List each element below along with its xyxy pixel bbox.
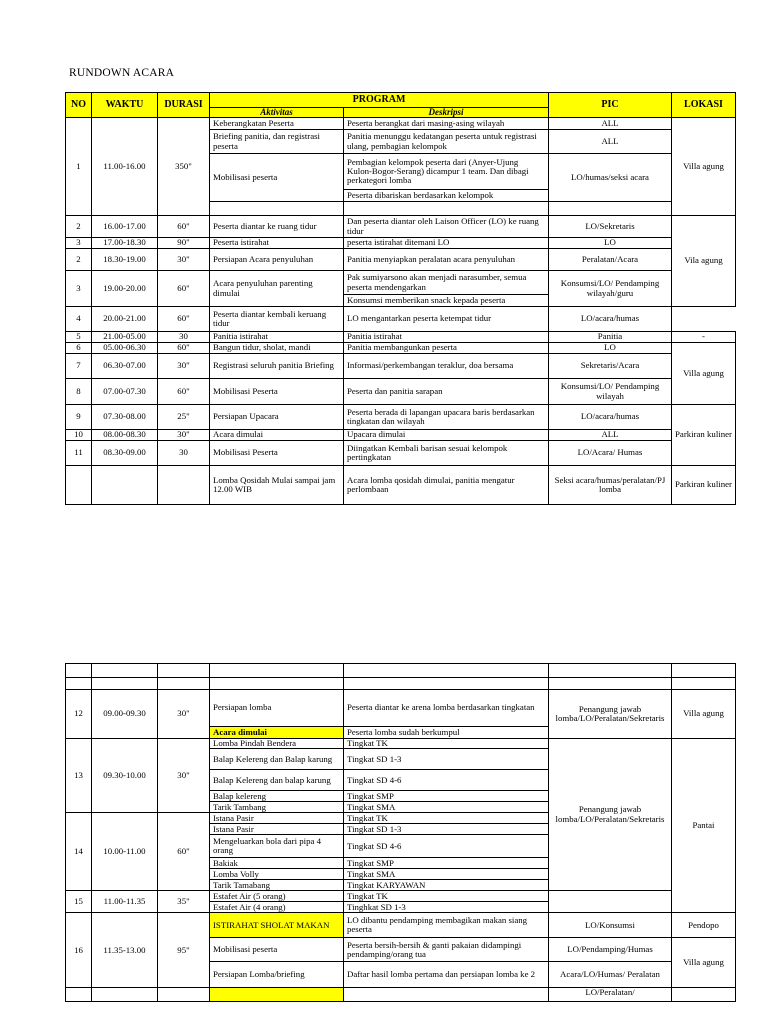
row-deskripsi: Tingkat TK	[344, 891, 549, 902]
header-deskripsi: Deskripsi	[344, 108, 549, 118]
row-waktu: 05.00-06.30	[92, 343, 158, 354]
row-deskripsi: Dan peserta diantar oleh Laison Officer (LO) ke ruang tidur	[344, 216, 549, 238]
row-waktu: 07.30-08.00	[92, 405, 158, 430]
table-row	[66, 118, 736, 130]
row-deskripsi: Peserta lomba sudah berkumpul	[344, 727, 549, 739]
header-no: NO	[66, 93, 92, 118]
row-pic: ALL	[549, 430, 672, 441]
empty-cell	[210, 678, 344, 690]
row-durasi: 60"	[158, 813, 210, 891]
table-row	[66, 913, 736, 938]
row-pic: Panitia	[549, 332, 672, 343]
row-aktivitas-highlight: Acara dimulai	[210, 727, 344, 739]
row-lokasi: Pantai	[672, 739, 736, 913]
row-durasi: 350"	[158, 118, 210, 216]
row-pic: LO/Acara/ Humas	[549, 441, 672, 466]
row-durasi: 95"	[158, 913, 210, 988]
table-row	[66, 332, 736, 343]
row-pic: LO/Sekretaris	[549, 216, 672, 238]
row-aktivitas: Mobilisasi Peserta	[210, 441, 344, 466]
row-aktivitas: Persiapan Lomba/briefing	[210, 962, 344, 988]
row-aktivitas: Istana Pasir	[210, 813, 344, 824]
header-program: PROGRAM	[210, 93, 549, 108]
table-row	[66, 249, 736, 271]
row-lokasi: Villa agung	[672, 118, 736, 216]
empty-cell	[672, 678, 736, 690]
row-lokasi: Vila agung	[672, 216, 736, 307]
row-aktivitas-highlight: ISTIRAHAT SHOLAT MAKAN	[210, 913, 344, 938]
row-waktu: 09.30-10.00	[92, 739, 158, 813]
row-aktivitas: Registrasi seluruh panitia Briefing	[210, 354, 344, 379]
row-pic: LO/Peralatan/	[549, 988, 672, 1002]
header-lokasi: LOKASI	[672, 93, 736, 118]
row-pic: Penangung jawab lomba/LO/Peralatan/Sekretaris	[549, 739, 672, 891]
row-deskripsi: peserta istirahat ditemani LO	[344, 238, 549, 249]
row-pic: ALL	[549, 130, 672, 154]
row-pic: Seksi acara/humas/peralatan/PJ lomba	[549, 466, 672, 505]
row-no: 16	[66, 913, 92, 988]
row-deskripsi: LO dibantu pendamping membagikan makan siang peserta	[344, 913, 549, 938]
row-no	[66, 988, 92, 1002]
row-no: 3	[66, 271, 92, 307]
row-lokasi: Parkiran kuliner	[672, 405, 736, 466]
row-durasi: 30"	[158, 354, 210, 379]
row-lokasi: Pendopo	[672, 913, 736, 938]
row-durasi: 30"	[158, 430, 210, 441]
row-deskripsi	[344, 988, 549, 1002]
row-no: 9	[66, 405, 92, 430]
row-pic: Peralatan/Acara	[549, 249, 672, 271]
table-row	[66, 739, 736, 749]
row-durasi: 25"	[158, 405, 210, 430]
row-no: 2	[66, 216, 92, 238]
row-pic: Penangung jawab lomba/LO/Peralatan/Sekretaris	[549, 690, 672, 739]
table-row	[66, 430, 736, 441]
table-row	[66, 379, 736, 405]
row-waktu: 17.00-18.30	[92, 238, 158, 249]
row-aktivitas: Acara penyuluhan parenting dimulai	[210, 271, 344, 307]
row-no: 7	[66, 354, 92, 379]
row-durasi: 30"	[158, 249, 210, 271]
row-pic: Konsumsi/LO/ Pendamping wilayah/guru	[549, 271, 672, 307]
header-pic: PIC	[549, 93, 672, 118]
empty-cell	[344, 678, 549, 690]
row-durasi: 60"	[158, 379, 210, 405]
row-pic	[549, 202, 672, 216]
table-row	[66, 891, 736, 902]
row-aktivitas: Mobilisasi Peserta	[210, 379, 344, 405]
row-deskripsi: Tingkat SMP	[344, 858, 549, 869]
row-no: 3	[66, 238, 92, 249]
row-waktu: 11.35-13.00	[92, 913, 158, 988]
row-waktu: 16.00-17.00	[92, 216, 158, 238]
row-waktu: 11.00-16.00	[92, 118, 158, 216]
row-deskripsi: Upacara dimulai	[344, 430, 549, 441]
row-pic	[549, 891, 672, 913]
table-row	[66, 307, 736, 332]
row-waktu: 19.00-20.00	[92, 271, 158, 307]
row-no: 11	[66, 441, 92, 466]
row-aktivitas: Mobilisasi peserta	[210, 938, 344, 962]
table-row	[66, 405, 736, 430]
row-aktivitas: Istana Pasir	[210, 824, 344, 835]
row-pic: ALL	[549, 118, 672, 130]
row-no	[66, 466, 92, 505]
row-pic: LO/Pendamping/Humas	[549, 938, 672, 962]
empty-cell	[66, 678, 92, 690]
row-deskripsi: Tingkat SD 4-6	[344, 835, 549, 858]
row-aktivitas: Mobilisasi peserta	[210, 154, 344, 202]
row-lokasi: Villa agung	[672, 343, 736, 405]
row-durasi: 30"	[158, 739, 210, 813]
row-deskripsi: Peserta diantar ke arena lomba berdasarkan tingkatan	[344, 690, 549, 727]
row-deskripsi: Daftar hasil lomba pertama dan persiapan lomba ke 2	[344, 962, 549, 988]
row-aktivitas: Acara dimulai	[210, 430, 344, 441]
row-aktivitas: Tarik Tambang	[210, 802, 344, 813]
row-aktivitas: Lomba Volly	[210, 869, 344, 880]
row-pic: LO/acara/humas	[549, 405, 672, 430]
table-row	[66, 343, 736, 354]
table-row	[66, 988, 736, 1002]
empty-cell	[549, 678, 672, 690]
row-waktu: 08.00-08.30	[92, 430, 158, 441]
row-aktivitas: Peserta diantar ke ruang tidur	[210, 216, 344, 238]
row-aktivitas: Panitia istirahat	[210, 332, 344, 343]
row-pic: Konsumsi/LO/ Pendamping wilayah	[549, 379, 672, 405]
row-aktivitas	[210, 202, 344, 216]
row-lokasi: Parkiran kuliner	[672, 466, 736, 505]
row-aktivitas: Mengeluarkan bola dari pipa 4 orang	[210, 835, 344, 858]
row-no: 6	[66, 343, 92, 354]
row-aktivitas-highlight	[210, 988, 344, 1002]
row-aktivitas: Persiapan Acara penyuluhan	[210, 249, 344, 271]
row-lokasi: Villa agung	[672, 938, 736, 988]
row-deskripsi: Tingkat KARYAWAN	[344, 880, 549, 891]
row-deskripsi: Tingkat TK	[344, 739, 549, 749]
table-row	[66, 238, 736, 249]
row-lokasi: Villa agung	[672, 690, 736, 739]
row-aktivitas: Persiapan Upacara	[210, 405, 344, 430]
row-pic: LO	[549, 238, 672, 249]
row-durasi: 35"	[158, 891, 210, 913]
row-aktivitas: Peserta istirahat	[210, 238, 344, 249]
row-waktu: 09.00-09.30	[92, 690, 158, 739]
empty-cell	[210, 664, 344, 678]
row-durasi	[158, 466, 210, 505]
header-waktu: WAKTU	[92, 93, 158, 118]
row-no: 12	[66, 690, 92, 739]
row-aktivitas: Bangun tidur, sholat, mandi	[210, 343, 344, 354]
row-waktu	[92, 466, 158, 505]
row-aktivitas: Keberangkatan Peserta	[210, 118, 344, 130]
row-aktivitas: Balap Kelereng dan balap karung	[210, 770, 344, 791]
row-deskripsi: Peserta berangkat dari masing-asing wilayah	[344, 118, 549, 130]
row-waktu: 10.00-11.00	[92, 813, 158, 891]
row-pic: LO	[549, 343, 672, 354]
row-pic: LO/Konsumsi	[549, 913, 672, 938]
row-durasi: 60"	[158, 271, 210, 307]
row-deskripsi: Panitia menyiapkan peralatan acara penyuluhan	[344, 249, 549, 271]
empty-cell	[92, 664, 158, 678]
header-aktivitas: Aktivitas	[210, 108, 344, 118]
row-no: 5	[66, 332, 92, 343]
row-durasi: 90"	[158, 238, 210, 249]
row-no: 10	[66, 430, 92, 441]
empty-cell	[158, 664, 210, 678]
row-deskripsi: Peserta berada di lapangan upacara baris berdasarkan tingkatan dan wilayah	[344, 405, 549, 430]
row-deskripsi: Panitia membangunkan peserta	[344, 343, 549, 354]
row-aktivitas: Peserta diantar kembali keruang tidur	[210, 307, 344, 332]
empty-cell	[344, 664, 549, 678]
row-deskripsi: Tingkat SMA	[344, 869, 549, 880]
row-aktivitas: Estafet Air (5 orang)	[210, 891, 344, 902]
row-aktivitas: Briefing panitia, dan registrasi peserta	[210, 130, 344, 154]
row-pic: Sekretaris/Acara	[549, 354, 672, 379]
row-aktivitas: Bakiak	[210, 858, 344, 869]
row-deskripsi: Peserta bersih-bersih & ganti pakaian didampingi pendamping/orang tua	[344, 938, 549, 962]
empty-cell	[549, 664, 672, 678]
rundown-table-2	[65, 663, 736, 1002]
document-title: RUNDOWN ACARA	[69, 67, 175, 79]
row-pic: LO/acara/humas	[549, 307, 672, 332]
row-durasi	[158, 988, 210, 1002]
row-no: 1	[66, 118, 92, 216]
row-deskripsi: Tinghkat SD 1-3	[344, 902, 549, 913]
row-waktu: 07.00-07.30	[92, 379, 158, 405]
row-deskripsi: Informasi/perkembangan teraklur, doa bersama	[344, 354, 549, 379]
row-deskripsi: Acara lomba qosidah dimulai, panitia mengatur perlombaan	[344, 466, 549, 505]
row-deskripsi: Diingatkan Kembali barisan sesuai kelompok pertingkatan	[344, 441, 549, 466]
row-no: 4	[66, 307, 92, 332]
row-deskripsi: Pembagian kelompok peserta dari (Anyer-Ujung Kulon-Bogor-Serang) dicampur 1 team. Dan dibagi perkategori lomba	[344, 154, 549, 190]
row-deskripsi: Peserta dan panitia sarapan	[344, 379, 549, 405]
row-aktivitas: Lomba Qosidah Mulai sampai jam 12.00 WIB	[210, 466, 344, 505]
row-deskripsi: Tingkat SMA	[344, 802, 549, 813]
row-waktu: 21.00-05.00	[92, 332, 158, 343]
row-no: 15	[66, 891, 92, 913]
row-deskripsi: Tingkat SD 1-3	[344, 824, 549, 835]
row-deskripsi: Tingkat SD 1-3	[344, 749, 549, 770]
table-row	[66, 678, 736, 690]
row-no: 8	[66, 379, 92, 405]
table-row	[66, 441, 736, 466]
rundown-table-1	[65, 92, 736, 505]
row-lokasi: -	[672, 332, 736, 343]
empty-cell	[66, 664, 92, 678]
row-no: 14	[66, 813, 92, 891]
row-durasi: 30"	[158, 690, 210, 739]
row-waktu: 20.00-21.00	[92, 307, 158, 332]
row-durasi: 60"	[158, 216, 210, 238]
row-deskripsi: Tingkat TK	[344, 813, 549, 824]
row-deskripsi: Panitia menunggu kedatangan peserta untuk registrasi ulang, pembagian kelompok	[344, 130, 549, 154]
empty-cell	[158, 678, 210, 690]
row-durasi: 60"	[158, 307, 210, 332]
table-row	[66, 466, 736, 505]
row-deskripsi: Tingkat SD 4-6	[344, 770, 549, 791]
row-pic: Acara/LO/Humas/ Peralatan	[549, 962, 672, 988]
row-no: 13	[66, 739, 92, 813]
empty-cell	[672, 664, 736, 678]
row-deskripsi: Konsumsi memberikan snack kepada peserta	[344, 295, 549, 307]
row-waktu: 08.30-09.00	[92, 441, 158, 466]
table-row	[66, 664, 736, 678]
row-durasi: 30	[158, 332, 210, 343]
row-waktu: 18.30-19.00	[92, 249, 158, 271]
empty-cell	[92, 678, 158, 690]
table-row	[66, 690, 736, 727]
row-deskripsi: Panitia istirahat	[344, 332, 549, 343]
row-deskripsi: Tingkat SMP	[344, 791, 549, 802]
row-deskripsi: Peserta dibariskan berdasarkan kelompok	[344, 190, 549, 202]
table-row	[66, 354, 736, 379]
row-waktu: 11.00-11.35	[92, 891, 158, 913]
row-aktivitas: Balap Kelereng dan Balap karung	[210, 749, 344, 770]
row-aktivitas: Balap kelereng	[210, 791, 344, 802]
row-aktivitas: Estafet Air (4 orang)	[210, 902, 344, 913]
row-aktivitas: Persiapan lomba	[210, 690, 344, 727]
row-waktu: 06.30-07.00	[92, 354, 158, 379]
header-durasi: DURASI	[158, 93, 210, 118]
row-no: 2	[66, 249, 92, 271]
table-row	[66, 216, 736, 238]
row-waktu	[92, 988, 158, 1002]
row-durasi: 30	[158, 441, 210, 466]
row-deskripsi: Pak sumiyarsono akan menjadi narasumber, semua peserta mendengarkan	[344, 271, 549, 295]
row-deskripsi	[344, 202, 549, 216]
row-lokasi	[672, 988, 736, 1002]
table-row	[66, 271, 736, 295]
row-pic: LO/humas/seksi acara	[549, 154, 672, 202]
row-aktivitas: Tarik Tamabang	[210, 880, 344, 891]
row-aktivitas: Lomba Pindah Bendera	[210, 739, 344, 749]
row-deskripsi: LO mengantarkan peserta ketempat tidur	[344, 307, 549, 332]
row-durasi: 60"	[158, 343, 210, 354]
